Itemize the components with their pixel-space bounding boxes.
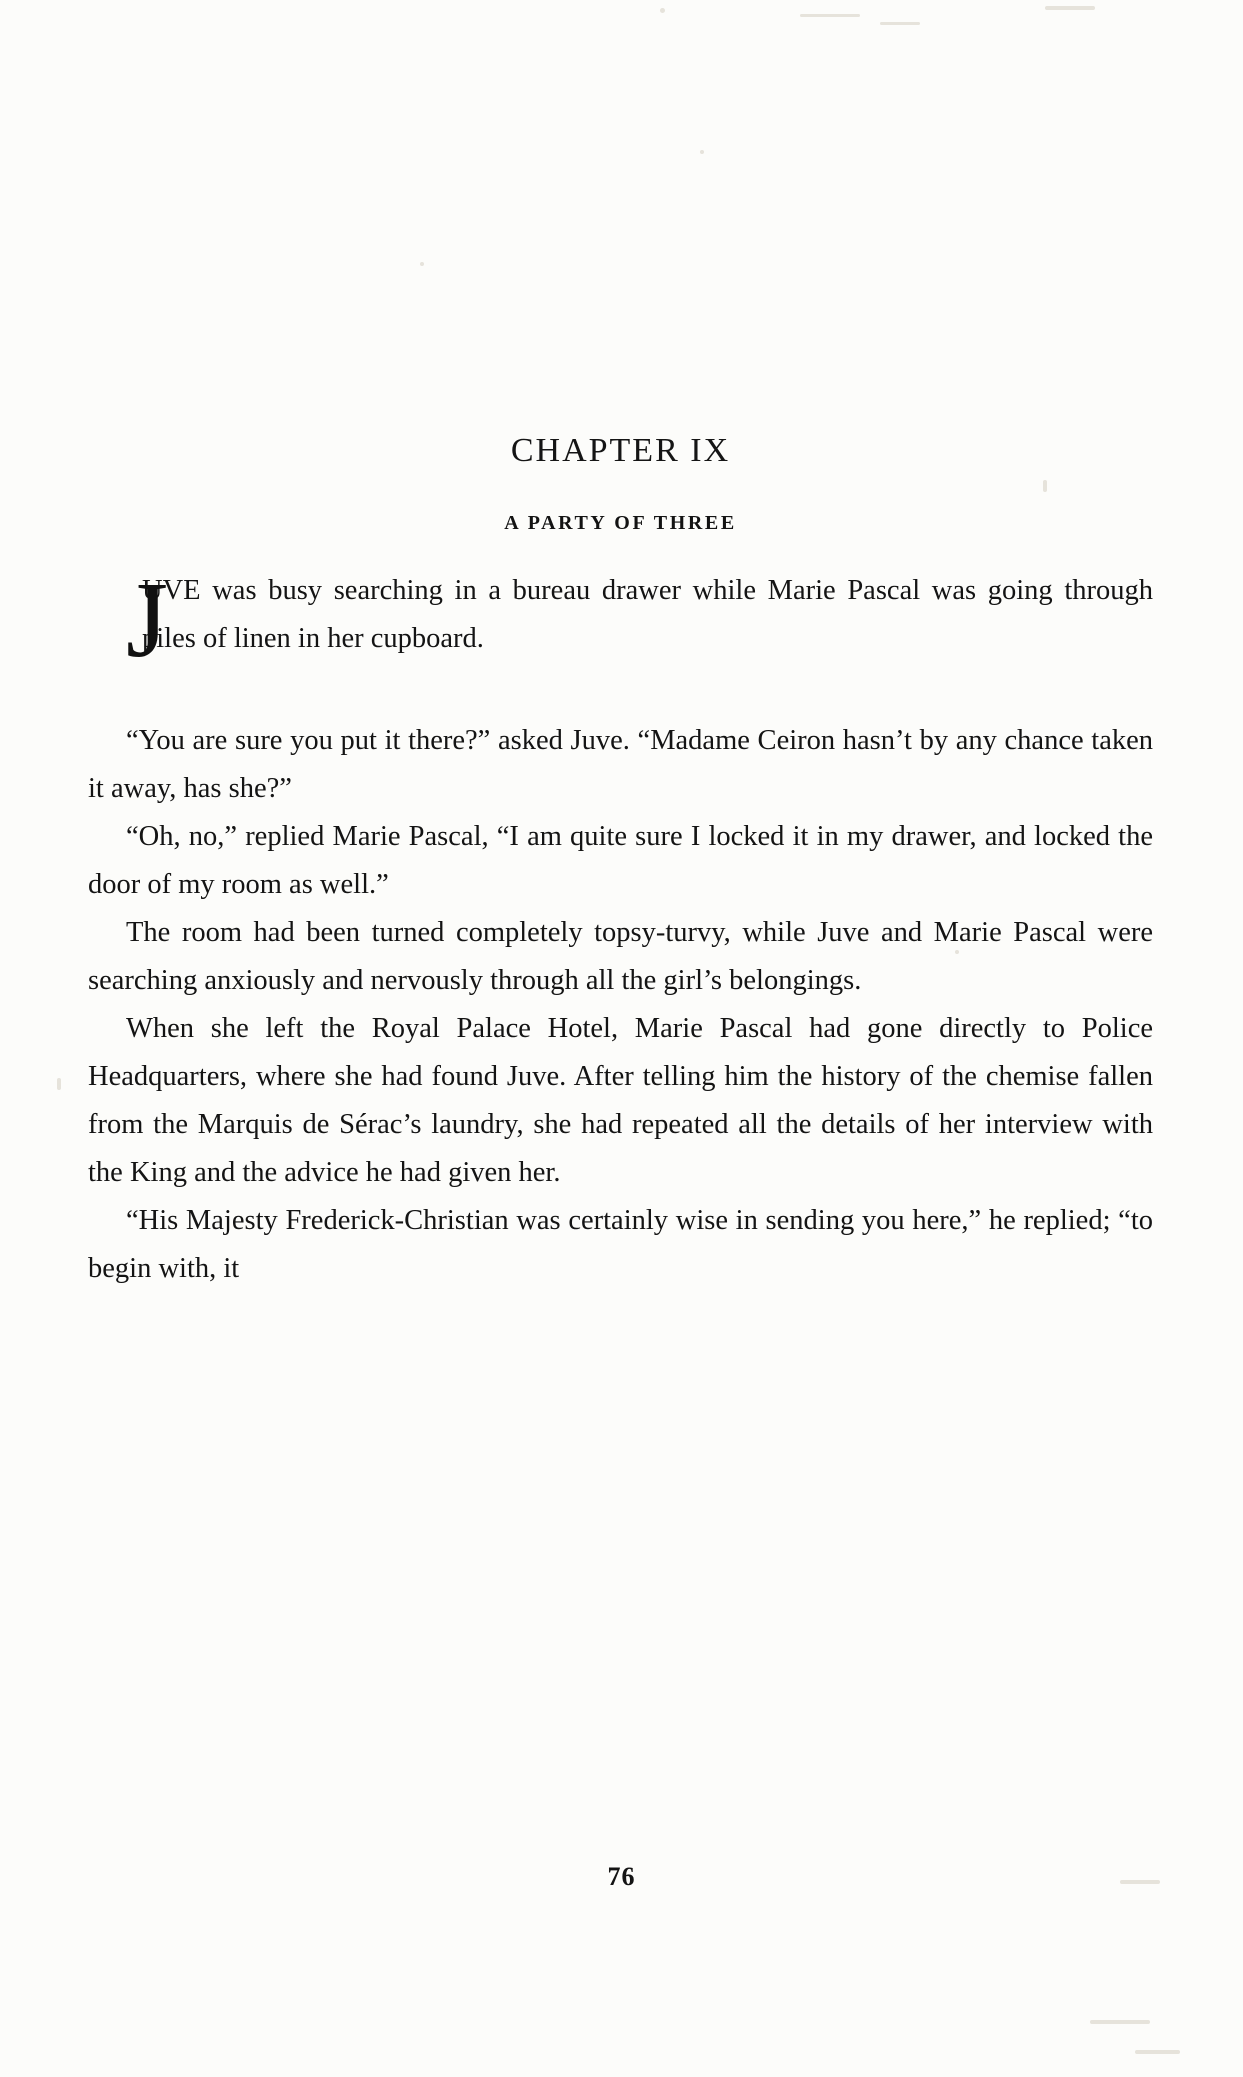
page-number: 76 <box>607 1862 636 1891</box>
paragraph-6: “His Majesty Frederick-Christian was certainly wise in sending you here,” he replied; “to begin with, it <box>88 1205 1153 1284</box>
page-text-block <box>88 0 1153 1293</box>
paragraph-2: “You are sure you put it there?” asked Juve. “Madame Ceiron hasn’t by any chance taken it away, has she?” <box>88 725 1153 804</box>
paragraph-5: When she left the Royal Palace Hotel, Marie Pascal had gone directly to Police Headquarters, where she had found Juve. After telling him the history of the chemise fallen from the Marquis de Sérac’s laundry, she had repeated all the details of her interview with the King and the advice he had given her. <box>88 1013 1153 1188</box>
paragraph-3: “Oh, no,” replied Marie Pascal, “I am quite sure I locked it in my drawer, and locked the door of my room as well.” <box>88 821 1153 900</box>
paragraph-1-text: UVE was busy searching in a bureau drawer while Marie Pascal was going through piles of linen in her cupboard. <box>142 575 1153 654</box>
chapter-subtitle: A PARTY OF THREE <box>504 512 737 534</box>
body-text <box>88 535 1153 1293</box>
paragraph-1 <box>88 561 1153 717</box>
scan-speckle <box>1135 2050 1180 2054</box>
scan-speckle <box>1090 2020 1150 2024</box>
chapter-title: CHAPTER IX <box>510 432 731 469</box>
scan-speckle <box>57 1078 61 1090</box>
paragraph-4: The room had been turned completely topsy-turvy, while Juve and Marie Pascal were searching anxiously and nervously through all the girl’s belongings. <box>88 917 1153 996</box>
drop-cap: J <box>126 561 169 680</box>
